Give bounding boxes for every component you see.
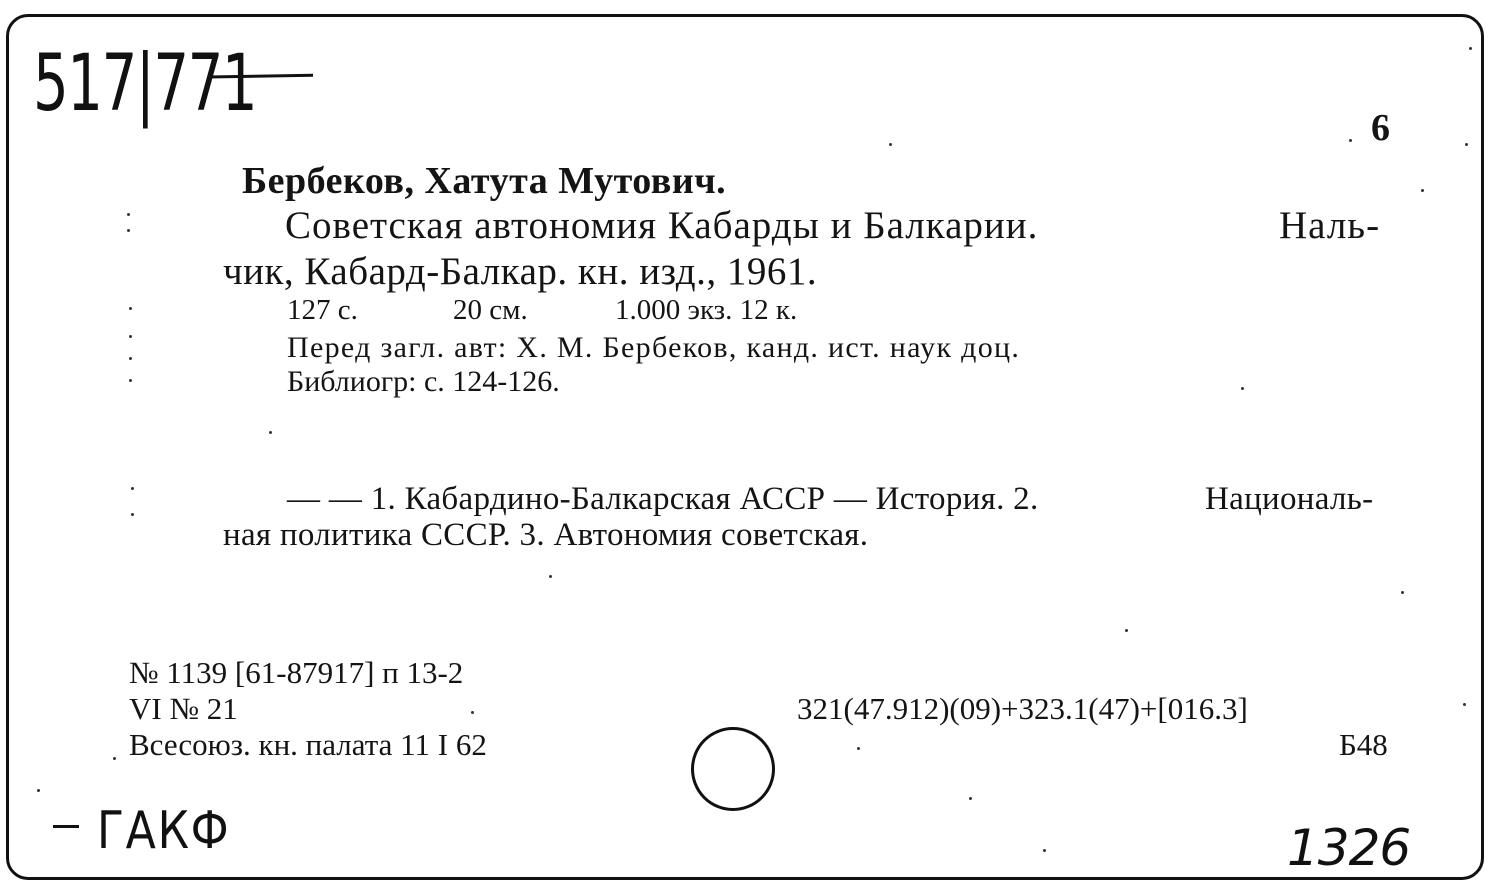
footer-chamber-line: Всесоюз. кн. палата 11 I 62: [129, 727, 487, 762]
speck: [129, 335, 132, 338]
bibliography-note: Библиогр: с. 124-126.: [287, 365, 560, 398]
speck: [889, 143, 892, 146]
speck: [549, 575, 552, 578]
footer-series-line: VI № 21: [129, 691, 238, 726]
handwritten-bottom-right: 1326: [1287, 819, 1411, 877]
speck: [969, 797, 972, 800]
handwritten-top-text: 517|771: [33, 39, 257, 129]
classification-index: 321(47.912)(09)+323.1(47)+[016.3]: [797, 691, 1248, 726]
author-heading: Бербеков, Хатута Мутович.: [242, 160, 727, 202]
title-line-1-end: Наль-: [1279, 204, 1381, 247]
catalog-card: [6, 14, 1484, 880]
author-mark: Б48: [1339, 727, 1388, 762]
speck: [1125, 629, 1128, 632]
handwritten-bottom-left: ГАКФ: [97, 801, 231, 861]
handwritten-dash: [53, 825, 79, 828]
speck: [129, 307, 132, 310]
speck: [1463, 703, 1466, 706]
speck: [129, 357, 132, 360]
speck: [1401, 591, 1404, 594]
speck: [1465, 143, 1468, 146]
speck: [1421, 189, 1424, 192]
speck: [131, 513, 134, 516]
punch-hole: [691, 727, 775, 811]
physical-copies-price: 1.000 экз. 12 к.: [615, 294, 798, 326]
footer-number-line: № 1139 [61-87917] п 13-2: [129, 655, 464, 690]
speck: [1043, 849, 1046, 852]
subjects-line-1: — — 1. Кабардино-Балкарская АССР — История. 2.: [287, 481, 1039, 517]
subjects-line-1-end: Националь-: [1205, 481, 1374, 517]
speck: [127, 229, 130, 232]
speck: [1469, 47, 1472, 50]
speck: [1241, 387, 1244, 390]
handwritten-inventory-mark: [33, 35, 313, 145]
physical-pages: 127 с.: [287, 294, 358, 326]
speck: [471, 711, 474, 714]
author-note: Перед загл. авт: Х. М. Бербеков, канд. ист. наук доц.: [287, 331, 1021, 364]
speck: [269, 431, 272, 434]
subjects-line-2: ная политика СССР. 3. Автономия советская.: [223, 517, 869, 553]
speck: [1349, 139, 1352, 142]
speck: [857, 747, 860, 750]
card-number: 6: [1371, 107, 1390, 149]
speck: [131, 487, 134, 490]
speck: [37, 789, 40, 792]
speck: [127, 213, 130, 216]
speck: [113, 757, 116, 760]
physical-size: 20 см.: [453, 294, 528, 326]
speck: [129, 379, 132, 382]
title-line-2: чик, Кабард-Балкар. кн. изд., 1961.: [223, 250, 818, 293]
title-line-1: Советская автономия Кабарды и Балкарии.: [285, 204, 1039, 247]
